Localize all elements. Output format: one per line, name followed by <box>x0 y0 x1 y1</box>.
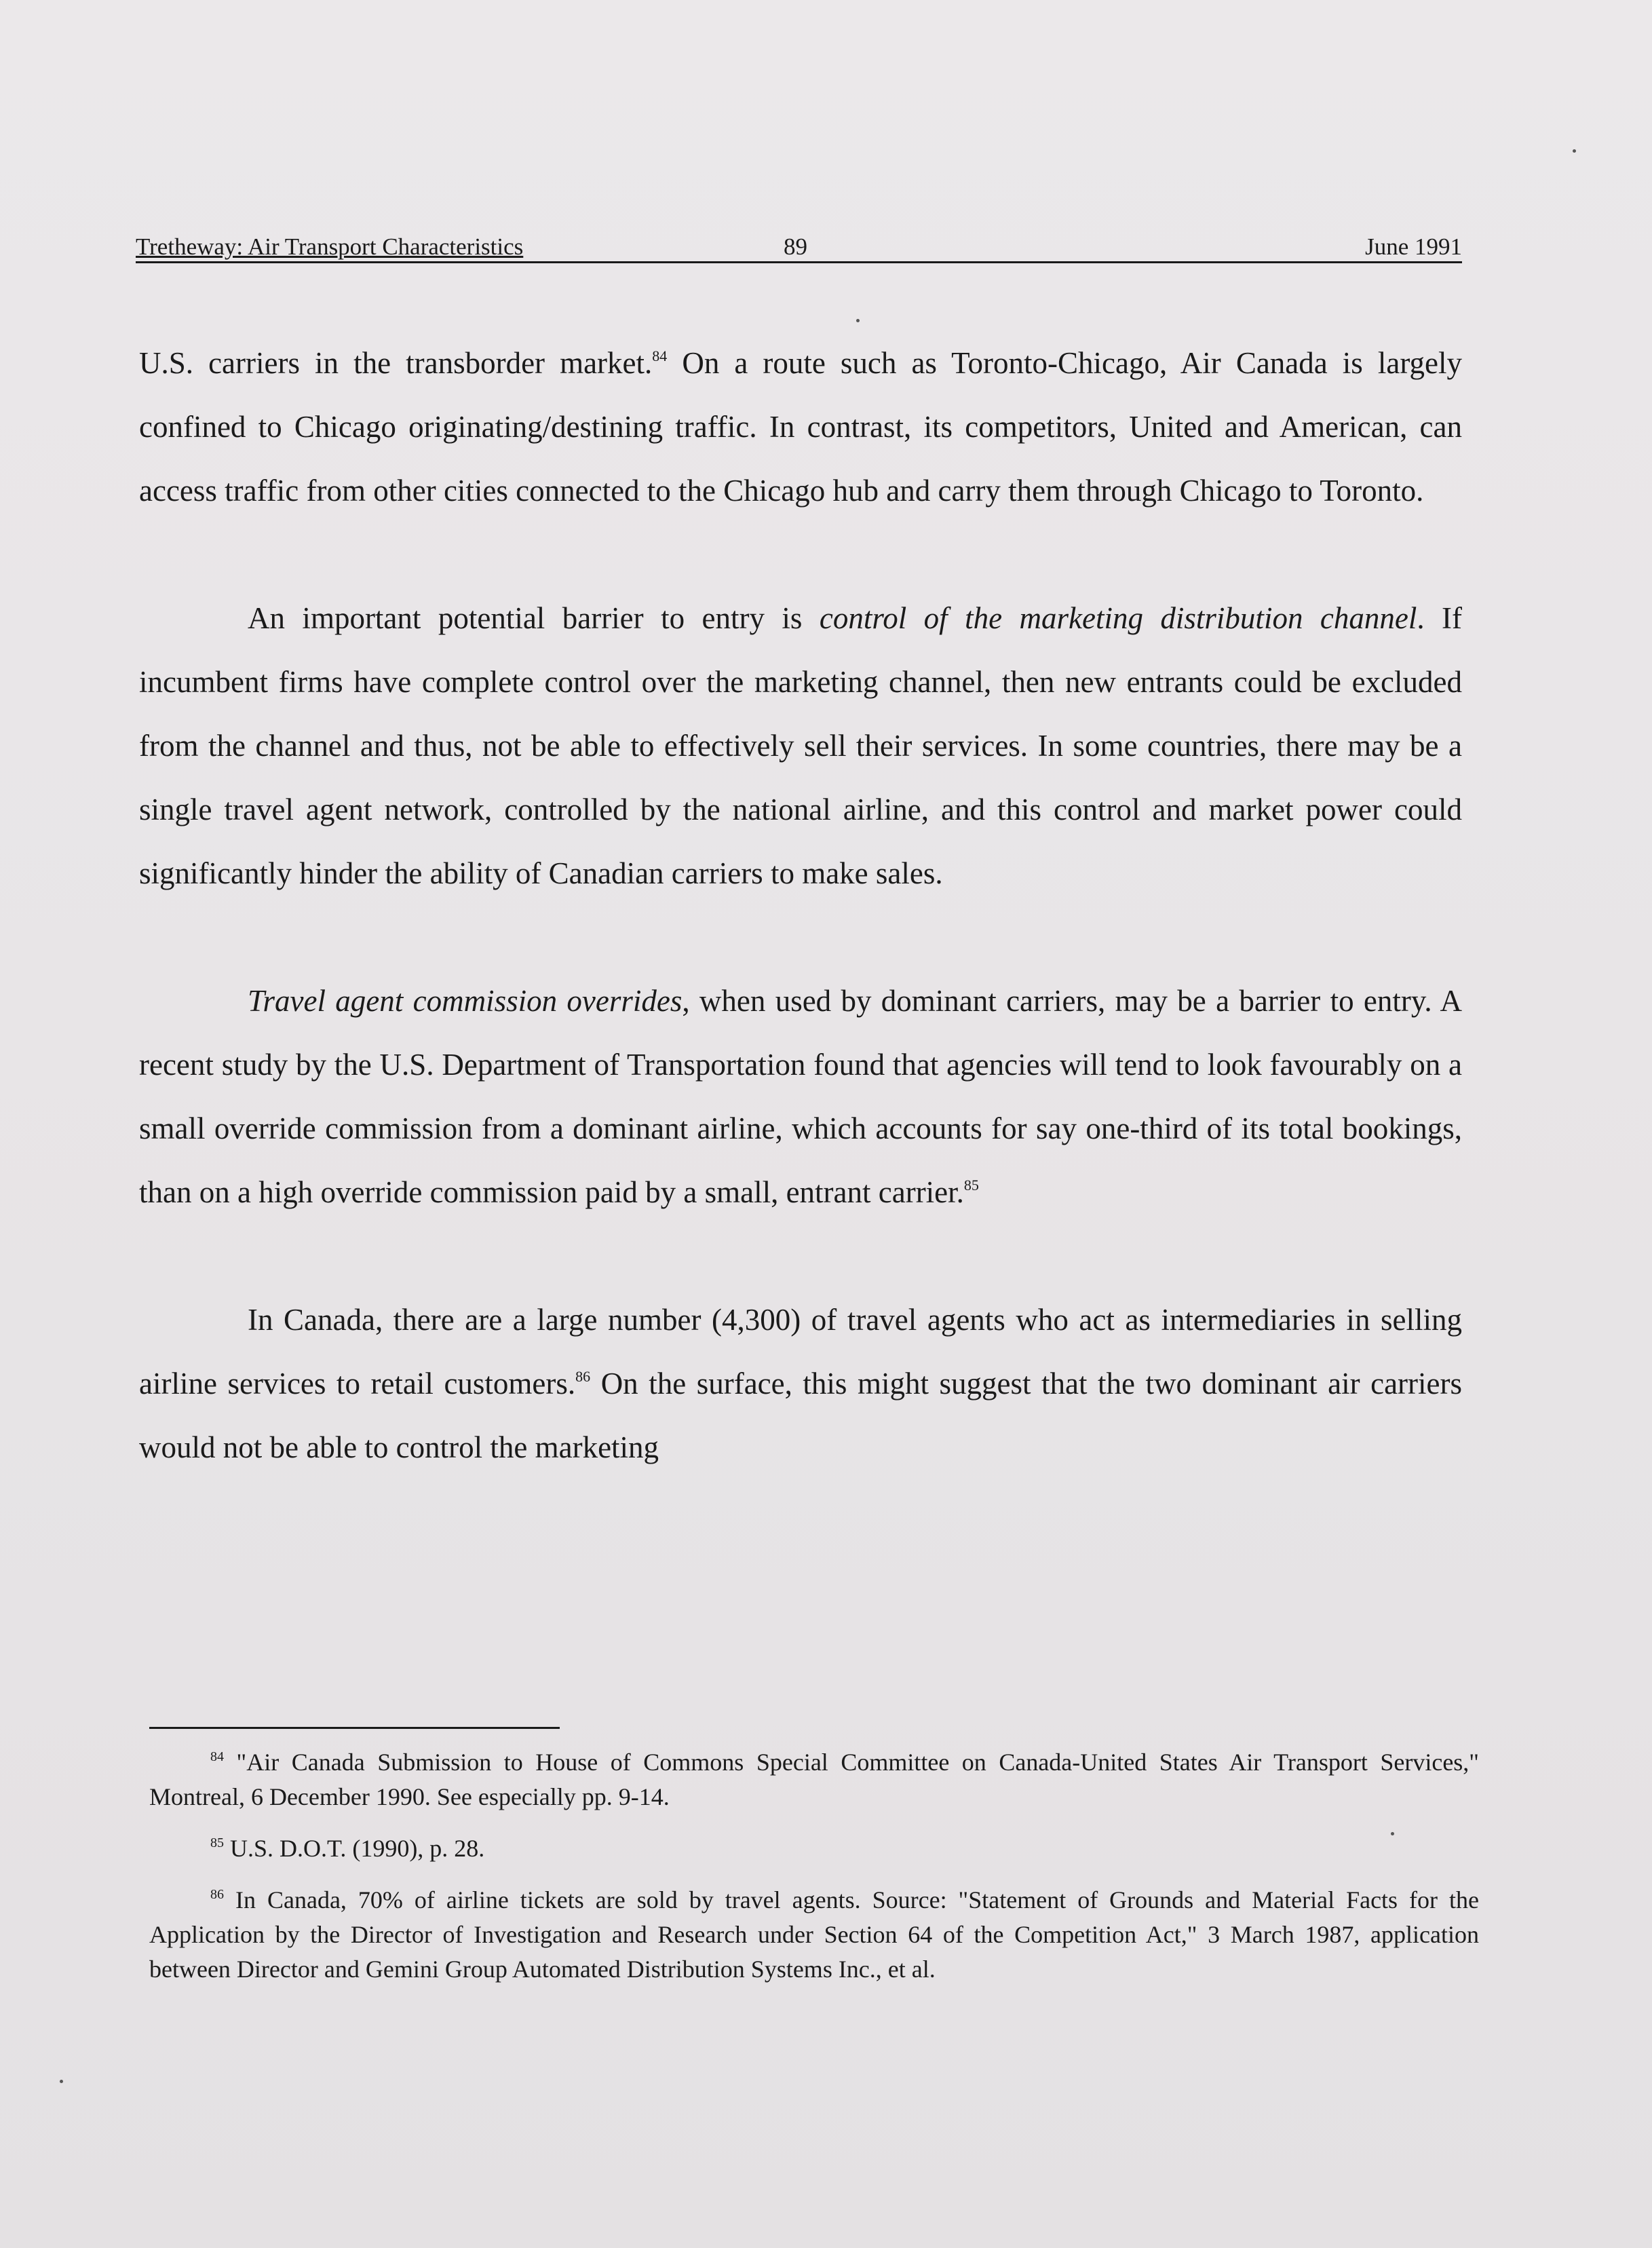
footnote-number: 85 <box>210 1835 224 1850</box>
body-text <box>139 331 1462 1479</box>
paragraph-text: , when used by dominant carriers, may be a barrier to entry. A recent study by the U.S. Department of Transportation found that agencies will tend to look favourably on a small override commission from a dominant airline, which accounts for say one-third of its total bookings, than on a high override commission paid by a small, entrant carrier. <box>139 984 1462 1209</box>
footnote-number: 86 <box>210 1887 224 1902</box>
scan-speck <box>1573 149 1576 153</box>
paragraph-text: An important potential barrier to entry is <box>248 601 820 635</box>
running-header <box>136 227 1462 263</box>
emphasized-text: Travel agent commission overrides <box>248 984 683 1018</box>
footnote-text: "Air Canada Submission to House of Commons Special Committee on Canada-United States Air Transport Services," Montreal, 6 December 1990. See especially pp. 9-14. <box>149 1749 1480 1810</box>
page-number: 89 <box>784 233 807 260</box>
header-date: June 1991 <box>1365 233 1462 260</box>
footnote-text: In Canada, 70% of airline tickets are sold by travel agents. Source: "Statement of Grounds and Material Facts for the Application by the Director of Investigation and Research under Section 64 of the Competition Act," 3 March 1987, application between Director and Gemini Group Automated Distribution Systems Inc., et al. <box>149 1886 1479 1983</box>
footnote-number: 84 <box>210 1749 224 1764</box>
footnote-divider <box>149 1727 560 1729</box>
body-paragraph <box>139 969 1462 1224</box>
paragraph-text: . If incumbent firms have complete control over the marketing channel, then new entrants could be excluded from the channel and thus, not be able to effectively sell their services. In some countries, there may be a single travel agent network, controlled by the national airline, and this control and market power could significantly hinder the ability of Canadian carriers to make sales. <box>139 601 1463 890</box>
body-paragraph <box>139 1288 1462 1479</box>
paragraph-text: In Canada, there are a large number (4,300) of travel agents who act as intermediaries in selling airline services to retail customers. <box>139 1303 1462 1401</box>
scan-speck <box>856 319 860 322</box>
paragraph-text: U.S. carriers in the transborder market. <box>139 346 653 380</box>
body-paragraph <box>139 331 1462 522</box>
footnote <box>149 1831 1479 1866</box>
scan-speck <box>1391 1832 1394 1835</box>
footnote-text: U.S. D.O.T. (1990), p. 28. <box>230 1835 485 1862</box>
header-title: Tretheway: Air Transport Characteristics <box>136 233 524 260</box>
footnote-reference: 84 <box>652 347 668 364</box>
scan-speck <box>60 2080 63 2083</box>
footnote-reference: 86 <box>575 1368 591 1385</box>
body-paragraph <box>139 586 1462 905</box>
footnote <box>149 1745 1479 1814</box>
paragraph-text: On a route such as Toronto-Chicago, Air Canada is largely confined to Chicago originating/destining traffic. In contrast, its competitors, United and American, can access traffic from other cities connected to the Chicago hub and carry them through Chicago to Toronto. <box>139 346 1462 508</box>
footnote-reference: 85 <box>963 1177 979 1194</box>
footnote <box>149 1883 1479 1987</box>
paragraph-text: On the surface, this might suggest that the two dominant air carriers would not be able to control the marketing <box>139 1367 1462 1464</box>
emphasized-text: control of the marketing distribution channel <box>819 601 1417 635</box>
footnotes <box>149 1745 1479 1987</box>
